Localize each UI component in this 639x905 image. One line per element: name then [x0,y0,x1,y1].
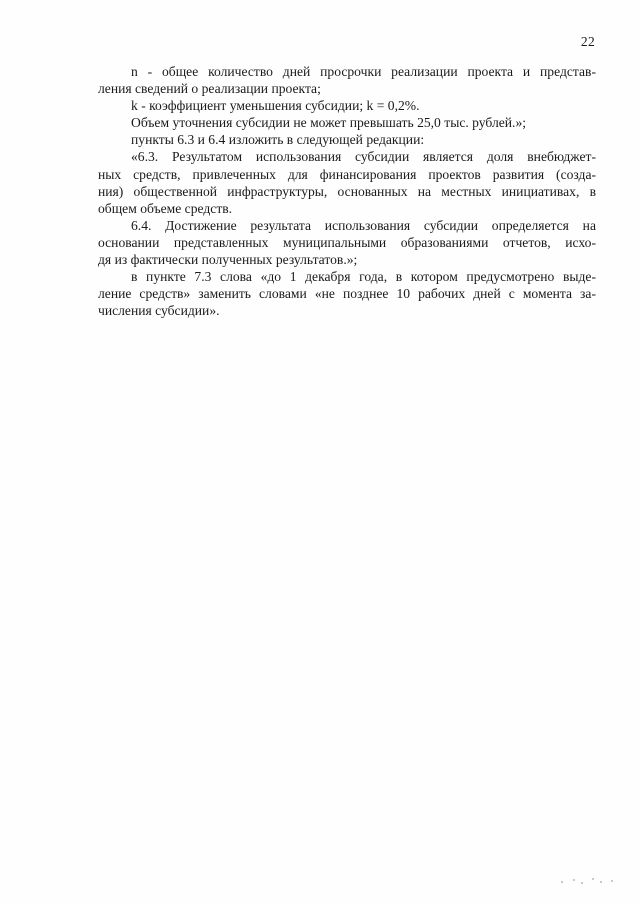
text-line: 6.4. Достижение результата использования субсидии определяется на [131,217,596,233]
text-line: ления сведений о реализации проекта; [98,81,321,97]
document-body [98,63,596,319]
paragraph-item-6-4 [98,217,596,268]
text-line: основании представленных муниципальными образованиями отчетов, исхо- [98,234,596,250]
paragraph-coefficient [98,97,596,114]
text-line: ния) общественной инфраструктуры, основанных на местных инициативах, в [98,183,596,199]
scan-noise [559,877,619,885]
text-line: в пункте 7.3 слова «до 1 декабря года, в котором предусмотрено выде- [131,269,596,285]
text-line: k - коэффициент уменьшения субсидии; k = 0,2%. [131,98,420,114]
text-line: n - общее количество дней просрочки реализации проекта и представ- [131,64,596,79]
paragraph-clarification-limit [98,114,596,131]
paragraph-penalty-days [98,63,596,97]
page-number: 22 [580,34,595,49]
paragraph-item-7-3 [98,268,596,319]
text-line: Объем уточнения субсидии не может превышать 25,0 тыс. рублей.»; [131,115,527,131]
paragraph-item-6-3 [98,148,596,216]
text-line: «6.3. Результатом использования субсидии является доля внебюджет- [131,149,596,165]
text-line: ных средств, привлеченных для финансирования проектов развития (созда- [98,166,596,182]
text-line: числения субсидии». [98,303,220,319]
text-line: общем объеме средств. [98,200,233,216]
text-line: дя из фактически полученных результатов.»; [98,252,358,268]
text-line: пункты 6.3 и 6.4 изложить в следующей редакции: [131,132,425,148]
text-line: ление средств» заменить словами «не позднее 10 рабочих дней с момента за- [98,286,596,302]
paragraph-items-intro [98,131,596,148]
